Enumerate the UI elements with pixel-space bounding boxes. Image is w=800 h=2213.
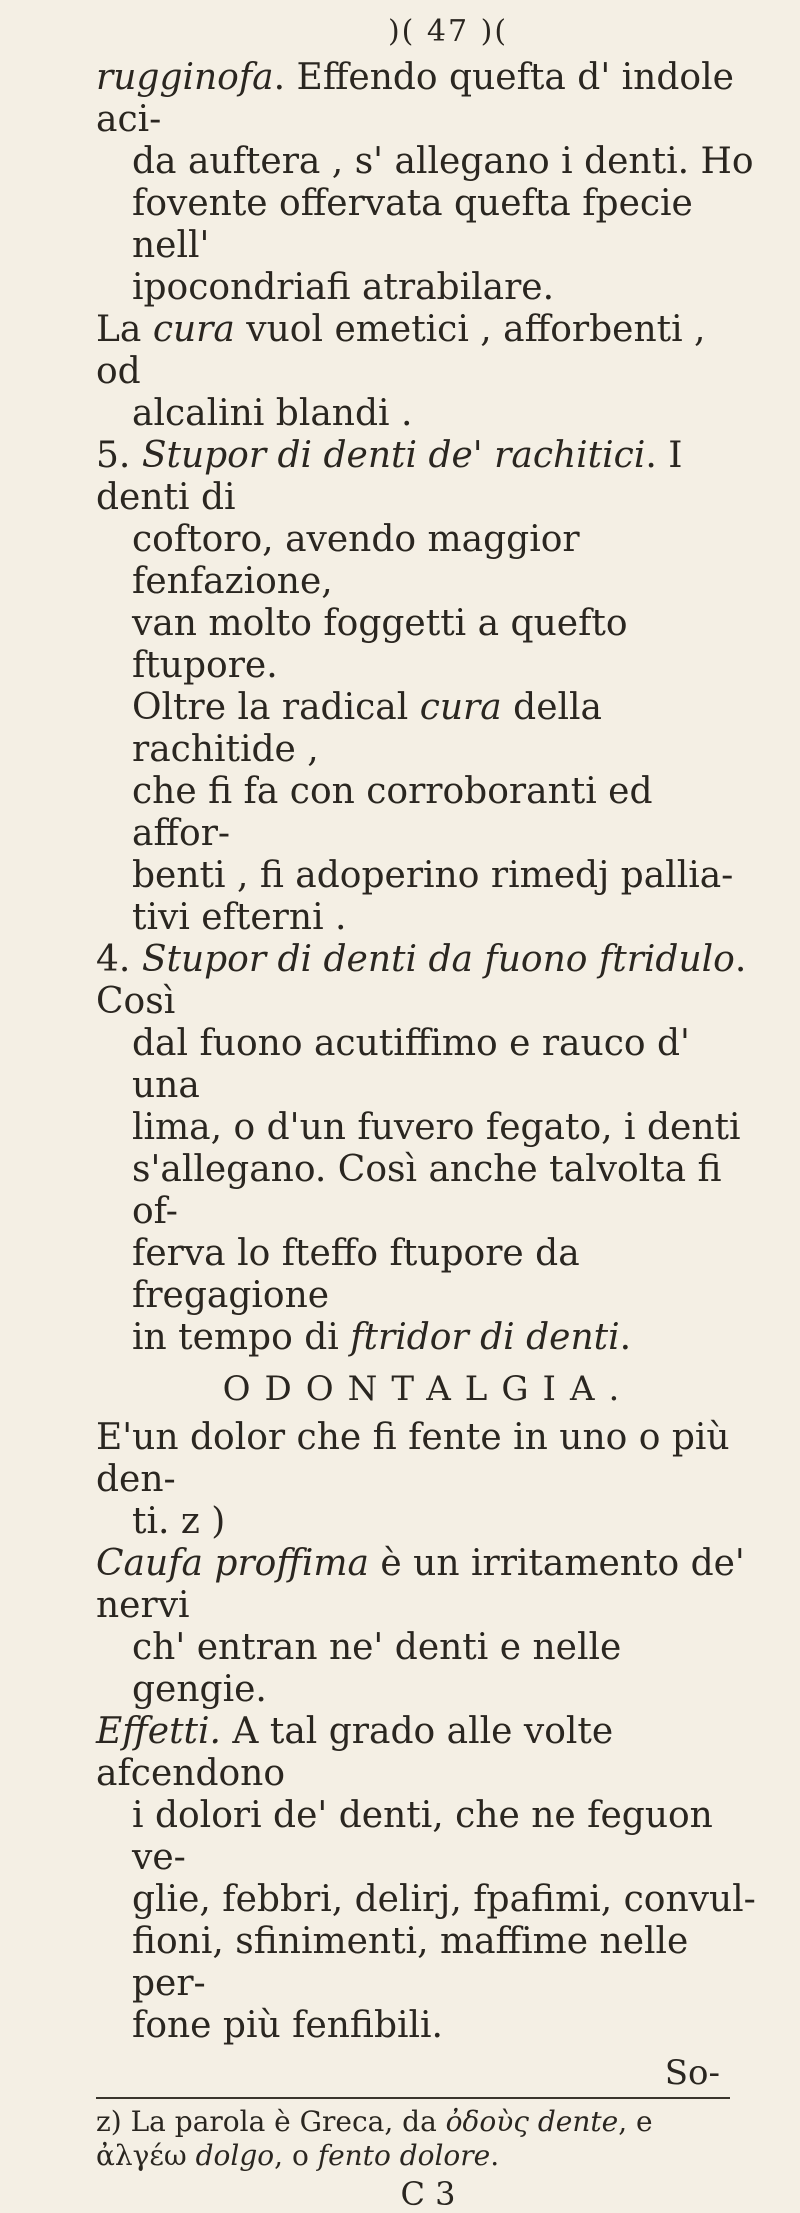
section-heading: ODONTALGIA. [222, 1369, 634, 1409]
signature-mark: C 3 [400, 2175, 456, 2213]
definition: E'un dolor che fi fente in uno o più den- ti. z ) [96, 1417, 730, 1542]
footnote: z) La parola è Greca, da ὀδοὺς dente, e ἀλγέω dolgo, o fento dolore. [96, 2105, 653, 2172]
item-5-rachitici: 5. Stupor di denti de' rachitici. I denti di coftoro, avendo maggior fenfazione, van molto foggetti a quefto ftupore. Oltre la radical cura della rachitide , che fi fa con corroboranti ed affor- benti , fi adoperino rimedj pallia- tivi efterni . [96, 435, 734, 938]
item-number: 5. [96, 435, 131, 476]
item-title: Stupor di denti da fuono ftridulo [141, 939, 735, 980]
causa-label: Caufa proffima [96, 1543, 369, 1584]
item-title: Stupor di denti de' rachitici [141, 435, 646, 476]
item-4-suono-stridulo: 4. Stupor di denti da fuono ftridulo. Così dal fuono acutiffimo e rauco d' una lima, o d'un fuvero fegato, i denti s'allegano. Così anche talvolta fi of- ferva lo fteffo ftupore da fregagione in tempo di ftridor di denti. [96, 939, 747, 1358]
footnote-rule [96, 2097, 730, 2099]
item-number: 4. [96, 939, 131, 980]
causa-prossima: Caufa proffima è un irritamento de' nervi ch' entran ne' denti e nelle gengie. [96, 1543, 745, 1710]
effetti-label: Effetti. [96, 1711, 221, 1752]
effetti: Effetti. A tal grado alle volte afcendono i dolori de' denti, che ne feguon ve- glie, febbri, delirj, fpafimi, convul- fioni, sfinimenti, maffime nelle per- fone più fenfibili. [96, 1711, 756, 2046]
paragraph-cura: La cura vuol emetici , afforbenti , od alcalini blandi . [96, 309, 706, 434]
paragraph-rugginofa: rugginofa. Effendo quefta d' indole aci- da auftera , s' allegano i denti. Ho fovente offervata quefta fpecie nell' ipocondriafi atrabilare. [96, 57, 754, 308]
page-number: )( 47 )( [387, 14, 509, 49]
catchword: So- [664, 2053, 720, 2093]
